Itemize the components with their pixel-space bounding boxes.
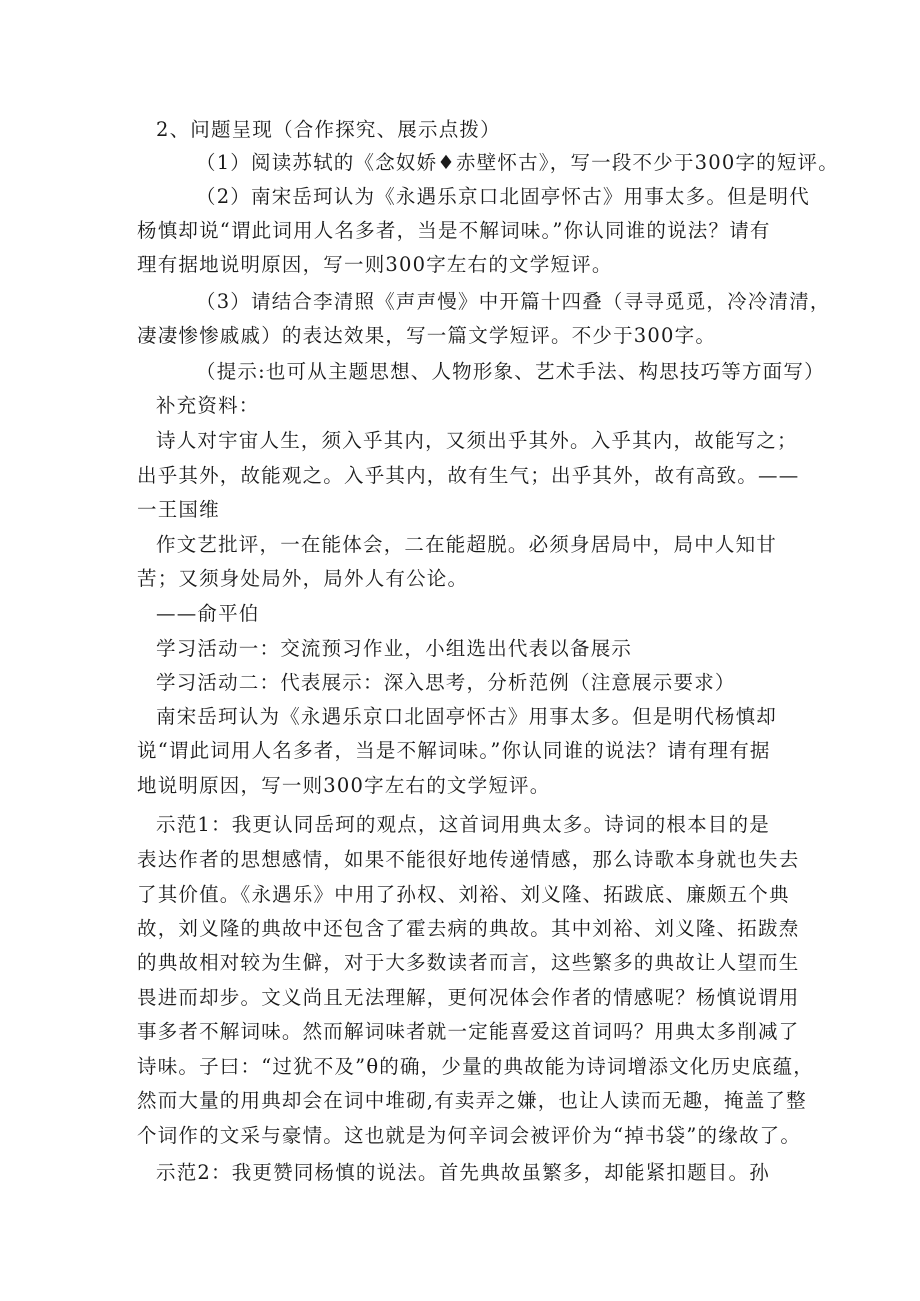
- quote-2-line-2: 苦；又须身处局外，局外人有公论。: [137, 567, 469, 590]
- question-2-line-3: 理有据地说明原因，写一则300字左右的文学短评。: [137, 253, 613, 276]
- question-3-line-2: 凄凄惨惨戚戚）的表达效果，写一篇文学短评。不少于300字。: [137, 324, 717, 347]
- example-2-line-1: 示范2：我更赞同杨慎的说法。首先典故虽繁多，却能紧扣题目。孙: [156, 1161, 770, 1184]
- example-1-line-10: 个词作的文采与豪情。这也就是为何辛词会被评价为“掉书袋”的缘故了。: [137, 1124, 802, 1147]
- hint-text: （提示:也可从主题思想、人物形象、艺术手法、构思技巧等方面写）: [196, 360, 825, 383]
- example-1-line-2: 表达作者的思想感情，如果不能很好地传递情感，那么诗歌本身就也失去: [137, 848, 800, 871]
- example-1-line-3: 了其价值。《永遇乐》中用了孙权、刘裕、刘义隆、拓跋底、廉颇五个典: [137, 883, 790, 906]
- activity-1: 学习活动一：交流预习作业，小组选出代表以备展示: [156, 637, 633, 660]
- quote-1-line-2: 出乎其外，故能观之。入乎其内，故有生气；出乎其外，故有高致。——: [137, 464, 800, 487]
- activity-2: 学习活动二：代表展示：深入思考，分析范例（注意展示要求）: [156, 671, 736, 694]
- prompt-line-2: 说“谓此词用人名多者，当是不解词味。”你认同谁的说法？请有理有据: [137, 739, 771, 762]
- quote-1-line-1: 诗人对宇宙人生，须入乎其内，又须出乎其外。入乎其内，故能写之；: [156, 429, 798, 452]
- prompt-line-1: 南宋岳珂认为《永遇乐京口北固亭怀古》用事太多。但是明代杨慎却: [156, 705, 778, 728]
- supplement-heading: 补充资料：: [156, 394, 260, 417]
- question-1: （1）阅读苏轼的《念奴娇♦赤壁怀古》，写一段不少于300字的短评。: [196, 151, 839, 174]
- prompt-line-3: 地说明原因，写一则300字左右的文学短评。: [137, 774, 551, 797]
- example-1-line-1: 示范1：我更认同岳珂的观点，这首词用典太多。诗词的根本目的是: [156, 813, 770, 836]
- example-1-line-9: 然而大量的用典却会在词中堆砌,有卖弄之嫌，也让人读而无趣，掩盖了整: [137, 1089, 807, 1112]
- example-1-line-7: 事多者不解词味。然而解词味者就一定能喜爱这首词吗？用典太多削减了: [137, 1020, 800, 1043]
- example-1-line-8: 诗味。子曰：“过犹不及”θ的确，少量的典故能为诗词增添文化历史底蕴，: [137, 1055, 814, 1078]
- example-1-line-5: 的典故相对较为生僻，对于大多数读者而言，这些繁多的典故让人望而生: [137, 951, 800, 974]
- example-1-line-6: 畏进而却步。文义尚且无法理解，更何况体会作者的情感呢？杨慎说谓用: [137, 986, 800, 1009]
- quote-2-author: ——俞平伯: [156, 602, 260, 625]
- question-2-line-1: （2）南宋岳珂认为《永遇乐京口北固亭怀古》用事太多。但是明代: [196, 185, 810, 208]
- section-heading: 2、问题呈现（合作探究、展示点拨）: [156, 118, 501, 141]
- example-1-line-4: 故，刘义隆的典故中还包含了霍去病的典故。其中刘裕、刘义隆、拓跋焘: [137, 917, 800, 940]
- quote-1-author: 一王国维: [137, 498, 220, 521]
- quote-2-line-1: 作文艺批评，一在能体会，二在能超脱。必须身居局中，局中人知甘: [156, 533, 778, 556]
- question-3-line-1: （3）请结合李清照《声声慢》中开篇十四叠（寻寻觅觅，冷冷清清，: [196, 290, 831, 313]
- question-2-line-2: 杨慎却说“谓此词用人名多者，当是不解词味。”你认同谁的说法？请有: [137, 219, 771, 242]
